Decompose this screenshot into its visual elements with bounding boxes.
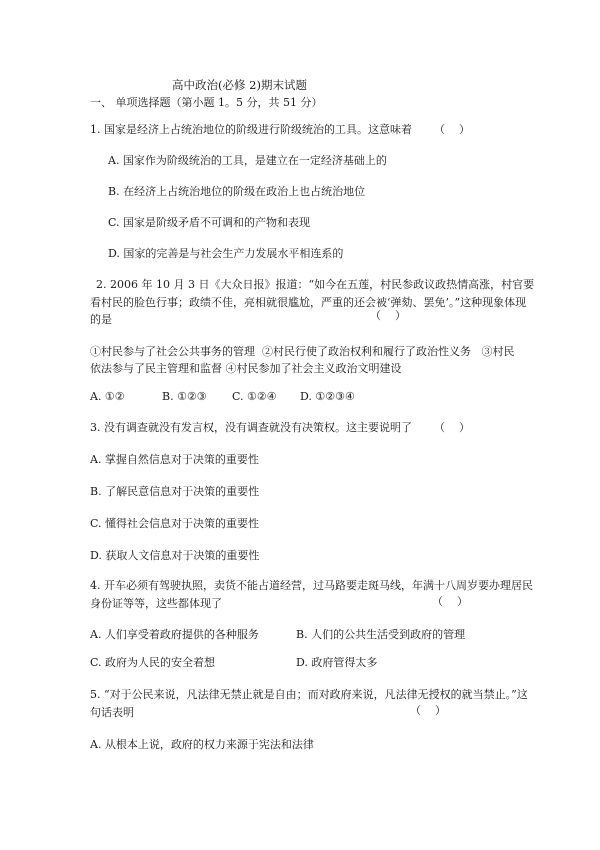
question-stem: 3. 没有调查就没有发言权，没有调查就没有决策权。这主要说明了 <box>90 421 412 434</box>
answer-blank: （ ） <box>432 595 468 608</box>
option-d: D. 国家的完善是与社会生产力发展水平相连系的 <box>108 247 344 260</box>
answer-blank: （ ） <box>410 704 446 717</box>
option-d: D. 政府管得太多 <box>296 656 378 669</box>
option-c: C. 国家是阶级矛盾不可调和的产物和表现 <box>108 216 311 229</box>
option-a: A. 掌握自然信息对于决策的重要性 <box>90 453 259 466</box>
answer-blank: （ ） <box>434 421 470 434</box>
option-b: B. 人们的公共生活受到政府的管理 <box>296 628 466 641</box>
option-b: B. ①②③ <box>162 390 207 403</box>
question-stem-line-1: 4. 开车必须有驾驶执照，卖货不能占道经营，过马路要走斑马线，年满十八周岁要办理居民 <box>90 579 533 592</box>
option-b: B. 在经济上占统治地位的阶级在政治上也占统治地位 <box>108 185 366 198</box>
option-a: A. 国家作为阶级统治的工具，是建立在一定经济基础上的 <box>108 154 387 167</box>
option-c: C. ①②④ <box>232 390 277 403</box>
question-stem-line-1: 5. “对于公民来说，凡法律无禁止就是自由；而对政府来说，凡法律无授权的就当禁止。”这 <box>90 688 528 701</box>
option-a: A. 从根本上说，政府的权力来源于宪法和法律 <box>90 738 314 751</box>
option-d: D. 获取人文信息对于决策的重要性 <box>90 549 260 562</box>
option-c: C. 懂得社会信息对于决策的重要性 <box>90 517 260 530</box>
numbered-items-line-1: ①村民参与了社会公共事务的管理 ②村民行使了政治权利和履行了政治性义务 ③村民 <box>90 345 515 358</box>
answer-blank: （ ） <box>370 309 406 322</box>
question-stem-line-1: 2. 2006 年 10 月 3 日《大众日报》报道：“如今在五莲，村民参政议政热情高涨，村官要 <box>96 278 535 291</box>
page-title: 高中政治(必修 2)期末试题 <box>172 78 307 92</box>
answer-blank: （ ） <box>434 123 470 136</box>
question-stem-line-2: 身份证等等，这些都体现了 <box>90 597 222 610</box>
question-stem-line-2: 句话表明 <box>90 706 134 719</box>
question-stem-line-3: 的是 <box>90 313 112 326</box>
section-heading: 一、 单项选择题（第小题 1。5 分，共 51 分） <box>90 96 323 109</box>
option-a: A. 人们享受着政府提供的各种服务 <box>90 628 259 641</box>
option-d: D. ①②③④ <box>300 390 355 403</box>
option-c: C. 政府为人民的安全着想 <box>90 656 216 669</box>
option-a: A. ①② <box>90 390 125 403</box>
question-stem: 1. 国家是经济上占统治地位的阶级进行阶级统治的工具。这意味着 <box>90 123 412 136</box>
numbered-items-line-2: 依法参与了民主管理和监督 ④村民参加了社会主义政治文明建设 <box>90 362 402 375</box>
question-stem-line-2: 看村民的脸色行事；政绩不佳，亮相就很尴尬，严重的还会被‘弹劾、罢免’。”这种现象体现 <box>90 296 527 309</box>
option-b: B. 了解民意信息对于决策的重要性 <box>90 485 260 498</box>
